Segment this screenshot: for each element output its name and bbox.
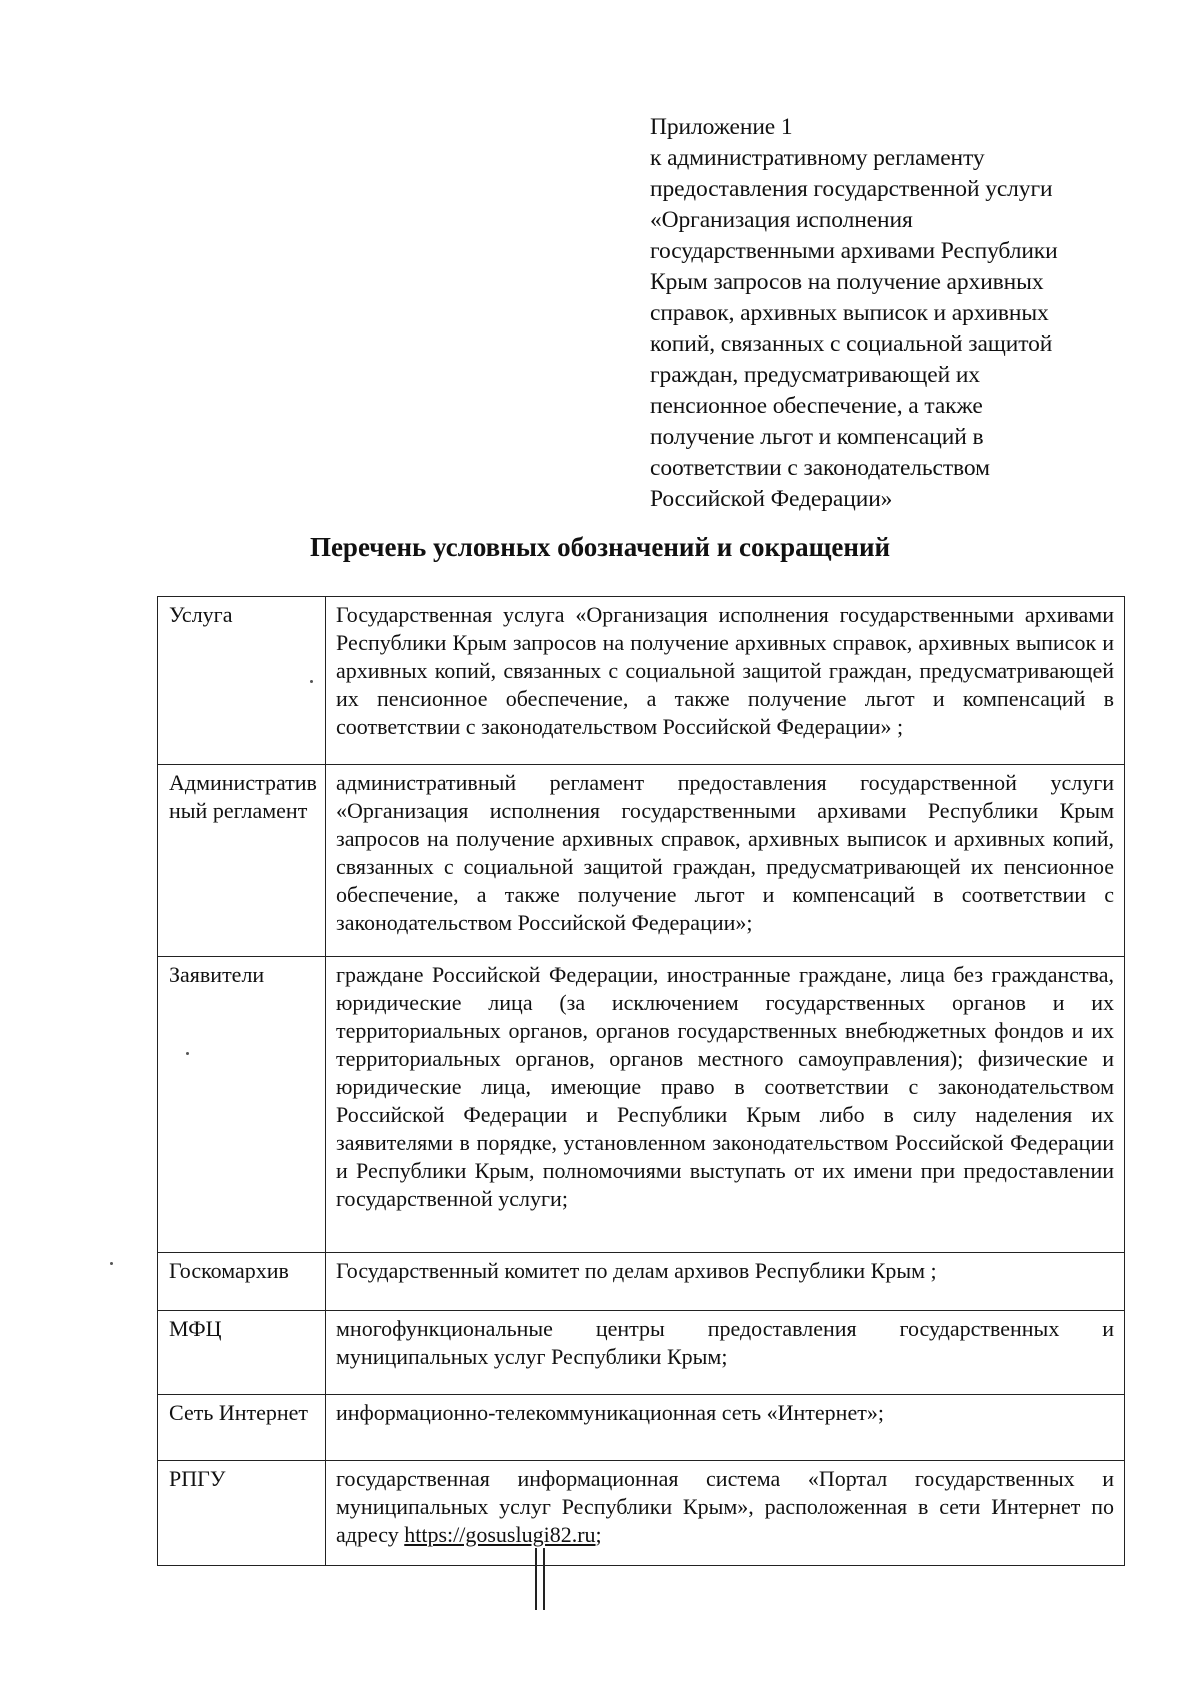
definition-text: государственная информационная система «Портал государственных и муниципальных услуг Республики Крым», расположенная в сети Интернет по адресу <box>336 1466 1114 1547</box>
appendix-line: получение льгот и компенсаций в <box>650 424 984 450</box>
table-row <box>158 1461 1125 1566</box>
appendix-header <box>650 112 1150 515</box>
appendix-line: Российской Федерации» <box>650 486 893 512</box>
definition-cell: Государственная услуга «Организация исполнения государственными архивами Республики Крым запросов на получение архивных справок, архивных выписок и архивных копий, связанных с социальной защитой граждан, предусматривающей их пенсионное обеспечение, а также получение льгот и компенсаций в соответствии с законодательством Российской Федерации» ; <box>326 597 1125 765</box>
table-row <box>158 1311 1125 1395</box>
document-title: Перечень условных обозначений и сокращений <box>309 532 891 562</box>
appendix-line: копий, связанных с социальной защитой <box>650 331 1053 357</box>
term-cell: МФЦ <box>158 1311 326 1395</box>
term-cell: Административный регламент <box>158 765 326 957</box>
appendix-line: Крым запросов на получение архивных <box>650 269 1044 295</box>
definition-cell: Государственный комитет по делам архивов Республики Крым ; <box>326 1253 1125 1311</box>
term-cell: Сеть Интернет <box>158 1395 326 1461</box>
scan-artifact-dot <box>310 680 313 683</box>
appendix-line: пенсионное обеспечение, а также <box>650 393 983 419</box>
definition-suffix: ; <box>595 1522 602 1547</box>
term-cell: Заявители <box>158 957 326 1253</box>
appendix-line: предоставления государственной услуги <box>650 176 1053 202</box>
appendix-line: Приложение 1 <box>650 114 793 140</box>
portal-link[interactable]: https://gosuslugi82.ru <box>404 1522 596 1547</box>
table-row <box>158 957 1125 1253</box>
appendix-line: «Организация исполнения <box>650 207 913 233</box>
scan-artifact-mark <box>535 1548 545 1610</box>
scan-artifact-dot <box>110 1262 113 1265</box>
appendix-line: к административному регламенту <box>650 145 985 171</box>
table-row <box>158 1253 1125 1311</box>
table-row <box>158 1395 1125 1461</box>
table-row <box>158 597 1125 765</box>
definition-cell: административный регламент предоставления государственной услуги «Организация исполнения государственными архивами Республики Крым запросов на получение архивных справок, архивных выписок и архивных копий, связанных с социальной защитой граждан, предусматривающей их пенсионное обеспечение, а также получение льгот и компенсаций в соответствии с законодательством Российской Федерации»; <box>326 765 1125 957</box>
definition-cell <box>326 1461 1125 1566</box>
scan-artifact-dot <box>186 1052 189 1055</box>
term-cell: РПГУ <box>158 1461 326 1566</box>
definition-cell: информационно-телекоммуникационная сеть «Интернет»; <box>326 1395 1125 1461</box>
appendix-line: справок, архивных выписок и архивных <box>650 300 1049 326</box>
term-cell: Госкомархив <box>158 1253 326 1311</box>
appendix-line: граждан, предусматривающей их <box>650 362 980 388</box>
definition-cell: граждане Российской Федерации, иностранные граждане, лица без гражданства, юридические лица (за исключением государственных органов и их территориальных органов, органов государственных внебюджетных фондов и их территориальных органов, органов местного самоуправления); физические и юридические лица, имеющие право в соответствии с законодательством Российской Федерации и Республики Крым либо в силу наделения их заявителями в порядке, установленном законодательством Российской Федерации и Республики Крым, полномочиями выступать от их имени при предоставлении государственной услуги; <box>326 957 1125 1253</box>
appendix-line: соответствии с законодательством <box>650 455 990 481</box>
table-row <box>158 765 1125 957</box>
definition-cell: многофункциональные центры предоставления государственных и муниципальных услуг Республики Крым; <box>326 1311 1125 1395</box>
term-cell: Услуга <box>158 597 326 765</box>
abbreviations-table <box>157 596 1125 1566</box>
appendix-line: государственными архивами Республики <box>650 238 1058 264</box>
